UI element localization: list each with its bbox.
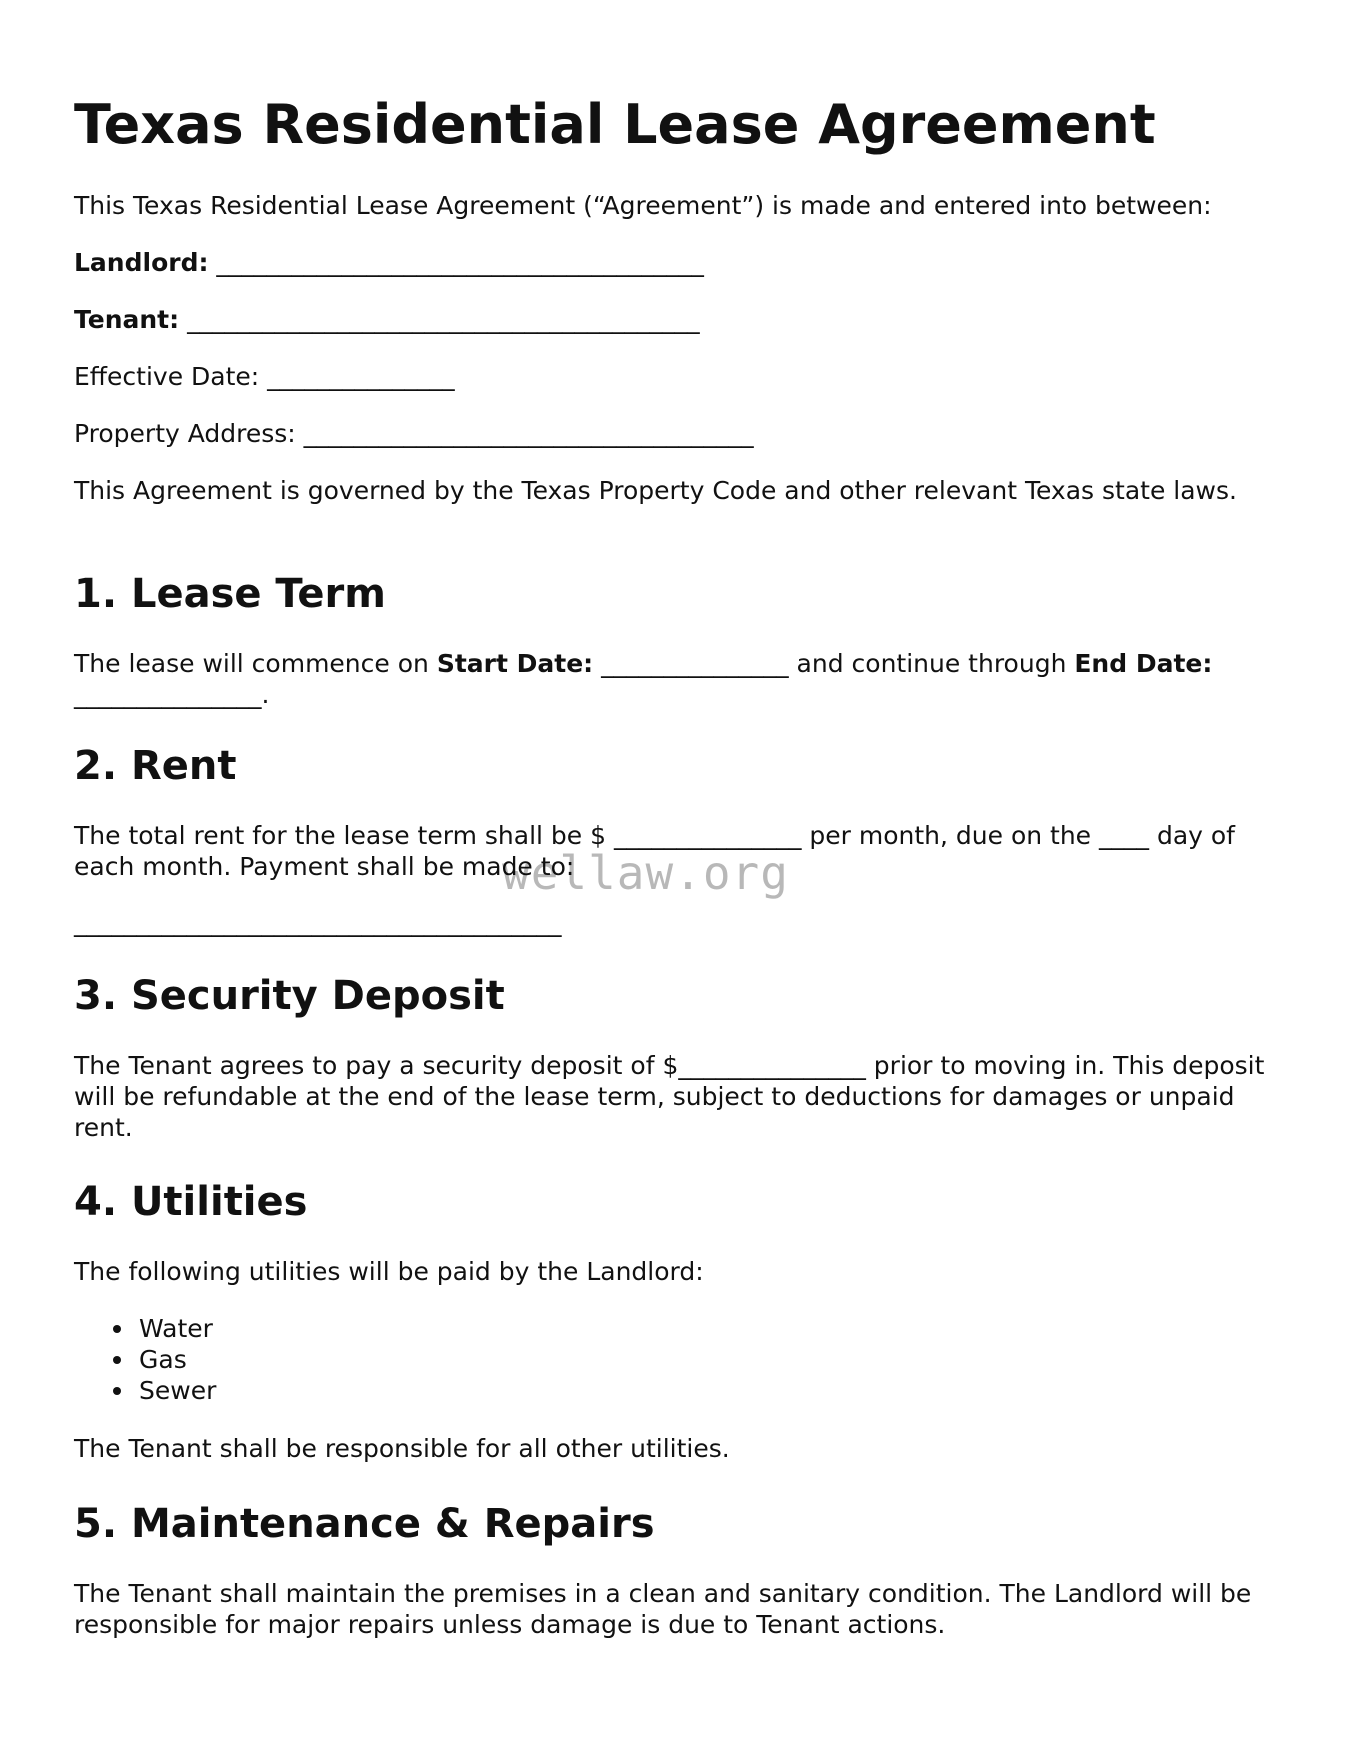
watermark-text: wellaw.org xyxy=(502,846,789,900)
maintenance-paragraph: The Tenant shall maintain the premises in a clean and sanitary condition. The Landlord will be responsible for major repairs unless damage is due to Tenant actions. xyxy=(74,1579,1252,1639)
lease-term-paragraph xyxy=(74,648,1274,710)
property-address-field: Property Address: ____________________________________ xyxy=(74,419,754,448)
lease-term-text-2: _______________ and continue through xyxy=(593,649,1075,678)
list-item: Sewer xyxy=(74,1375,216,1406)
start-date-label: Start Date: xyxy=(436,649,594,678)
end-date-label: End Date: xyxy=(1074,649,1213,678)
section-heading-lease-term: 1. Lease Term xyxy=(74,571,386,617)
landlord-label: Landlord: xyxy=(74,248,209,277)
security-deposit-paragraph: The Tenant agrees to pay a security deposit of $_______________ prior to moving in. This deposit will be refundable at the end of the lease term, subject to deductions for damages or unpaid rent. xyxy=(74,1051,1265,1142)
tenant-field xyxy=(74,304,1274,335)
utilities-outro: The Tenant shall be responsible for all other utilities. xyxy=(74,1434,730,1463)
section-heading-security-deposit: 3. Security Deposit xyxy=(74,973,505,1019)
landlord-blank: _______________________________________ xyxy=(216,248,704,277)
landlord-field xyxy=(74,247,1274,278)
lease-term-text-3: _______________. xyxy=(74,680,270,709)
tenant-blank: _________________________________________ xyxy=(187,305,700,334)
utilities-list xyxy=(74,1313,216,1406)
list-item: Gas xyxy=(74,1344,216,1375)
lease-term-text-1: The lease will commence on xyxy=(74,649,437,678)
section-heading-utilities: 4. Utilities xyxy=(74,1179,308,1225)
intro-paragraph: This Texas Residential Lease Agreement (“Agreement”) is made and entered into between: xyxy=(74,191,1212,220)
document-title: Texas Residential Lease Agreement xyxy=(74,93,1156,156)
tenant-label: Tenant: xyxy=(74,305,180,334)
effective-date-field: Effective Date: _______________ xyxy=(74,362,455,391)
list-item: Water xyxy=(74,1313,216,1344)
governing-law-paragraph: This Agreement is governed by the Texas Property Code and other relevant Texas state laws. xyxy=(74,476,1237,505)
payee-blank: _______________________________________ xyxy=(74,908,562,937)
rent-paragraph: The total rent for the lease term shall be $ _______________ per month, due on the ____ day of each month. Payment shall be made to: xyxy=(74,821,1235,881)
section-heading-rent: 2. Rent xyxy=(74,743,237,789)
section-heading-maintenance: 5. Maintenance & Repairs xyxy=(74,1501,655,1547)
utilities-intro: The following utilities will be paid by the Landlord: xyxy=(74,1257,704,1286)
